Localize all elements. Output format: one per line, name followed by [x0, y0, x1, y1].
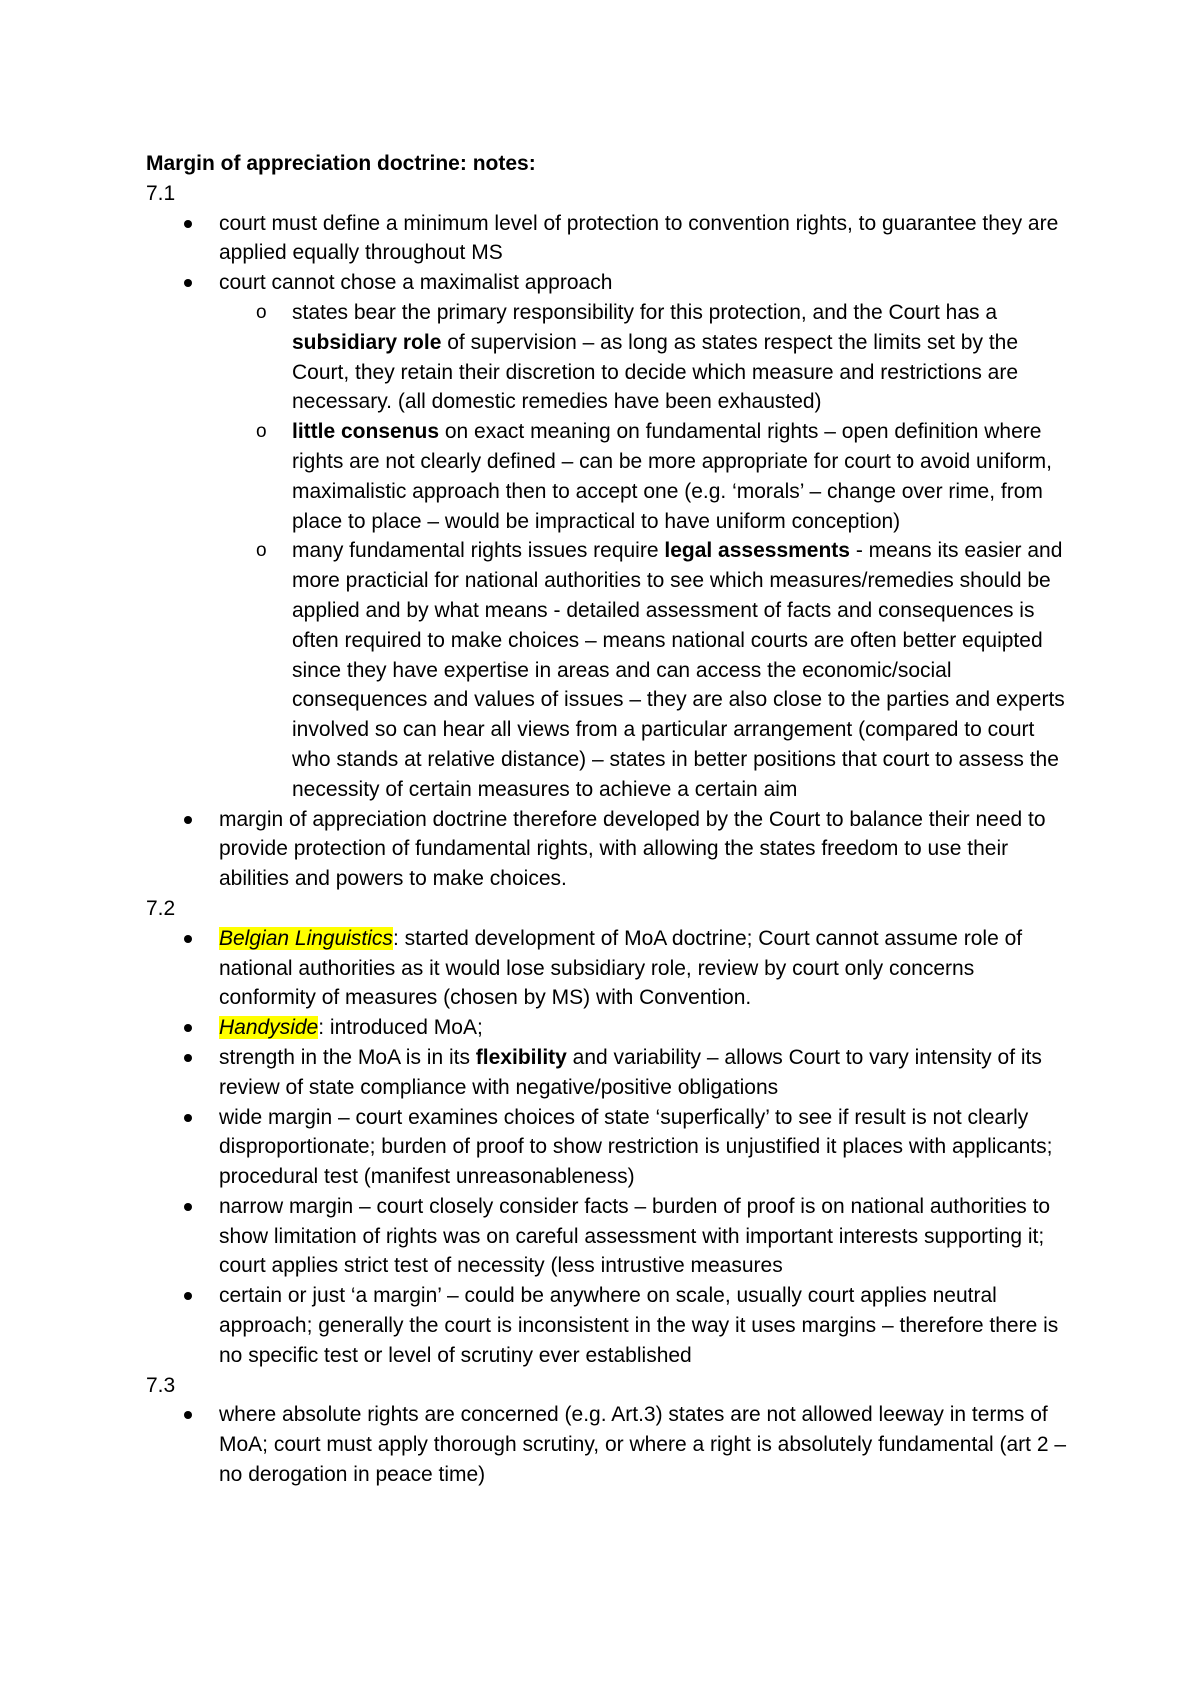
sub-list-item	[292, 298, 1076, 417]
list-item-text: court must define a minimum level of protection to convention rights, to guarantee they are applied equally throughout MS	[219, 211, 1059, 265]
list-item	[146, 209, 1076, 269]
list-item	[146, 268, 1076, 804]
sub-list	[219, 298, 1076, 805]
bold-term: flexibility	[475, 1045, 567, 1069]
list-item-text: : started development of MoA doctrine; Court cannot assume role of national authorities as it would lose subsidiary role, review by court only concerns conformity of measures (chosen by MS) with Convention.	[219, 926, 1023, 1010]
list-item-text: wide margin – court examines choices of state ‘superfically’ to see if result is not clearly disproportionate; burden of proof to show restriction is unjustified it places with applicants; procedural test (manifest unreasonableness)	[219, 1105, 1053, 1189]
list-item-text: court cannot chose a maximalist approach	[219, 271, 613, 295]
sub-item-text: many fundamental rights issues require	[292, 539, 665, 563]
sub-item-text: states bear the primary responsibility for this protection, and the Court has a	[292, 300, 998, 324]
list-item	[146, 1013, 1076, 1043]
highlighted-case-name: Belgian Linguistics	[219, 926, 393, 950]
sub-item-text: on exact meaning on fundamental rights – open definition where rights are not clearly defined – can be more appropriate for court to avoid uniform, maximalistic approach then to accept one (e.g. ‘morals’ – change over rime, from place to place – would be impractical to have uniform conception)	[292, 420, 1052, 533]
sub-list-wrap	[146, 298, 1076, 805]
list-item	[146, 924, 1076, 1013]
section-number: 7.2	[146, 896, 176, 920]
sub-item-bold-term: little consenus	[292, 420, 440, 444]
document-title: Margin of appreciation doctrine: notes:	[146, 152, 536, 175]
sub-list-item	[292, 536, 1076, 804]
section-number: 7.1	[146, 181, 176, 205]
sub-list-item	[292, 417, 1076, 536]
list-item-text: : introduced MoA;	[318, 1016, 483, 1040]
sub-item-text: of supervision – as long as states respect the limits set by the Court, they retain their discretion to decide which measure and restrictions are necessary. (all domestic remedies have been exhausted)	[292, 330, 1019, 414]
highlighted-case-name: Handyside	[219, 1016, 319, 1040]
list-item-text: strength in the MoA is in its	[219, 1045, 476, 1069]
list-item-text: narrow margin – court closely consider facts – burden of proof is on national authorities to show limitation of rights was on careful assessment with important interests supporting it; court applies strict test of necessity (less intrustive measures	[219, 1194, 1051, 1278]
list-item	[146, 1103, 1076, 1192]
sub-item-bold-term: subsidiary role	[292, 330, 442, 354]
list-item	[146, 1281, 1076, 1370]
list-item	[146, 1192, 1076, 1281]
document-body	[146, 149, 1076, 1490]
list-item-text: and variability – allows Court to vary intensity of its review of state compliance with negative/positive obligations	[219, 1045, 1042, 1099]
bullet-list	[146, 1400, 1076, 1489]
section-number: 7.3	[146, 1373, 176, 1397]
list-item	[146, 1043, 1076, 1103]
list-item-text: where absolute rights are concerned (e.g. Art.3) states are not allowed leeway in terms of MoA; court must apply thorough scrutiny, or where a right is absolutely fundamental (art 2 – no derogation in peace time)	[219, 1403, 1067, 1487]
list-item	[146, 805, 1076, 894]
list-item-text: certain or just ‘a margin’ – could be anywhere on scale, usually court applies neutral approach; generally the court is inconsistent in the way it uses margins – therefore there is no specific test or level of scrutiny ever established	[219, 1284, 1059, 1367]
sub-item-text: - means its easier and more practicial for national authorities to see which measures/remedies should be applied and by what means - detailed assessment of facts and consequences is often required to make choices – means national courts are often better equipted since they have expertise in areas and can access the economic/social consequences and values of issues – they are also close to the parties and experts involved so can hear all views from a particular arrangement (compared to court who stands at relative distance) – states in better positions that court to assess the necessity of certain measures to achieve a certain aim	[292, 539, 1065, 801]
bullet-list	[146, 924, 1076, 1371]
list-item	[146, 1400, 1076, 1489]
list-item-text: margin of appreciation doctrine therefore developed by the Court to balance their need to provide protection of fundamental rights, with allowing the states freedom to use their abilities and powers to make choices.	[219, 807, 1046, 891]
bullet-list	[146, 209, 1076, 894]
sub-item-bold-term: legal assessments	[664, 539, 850, 563]
